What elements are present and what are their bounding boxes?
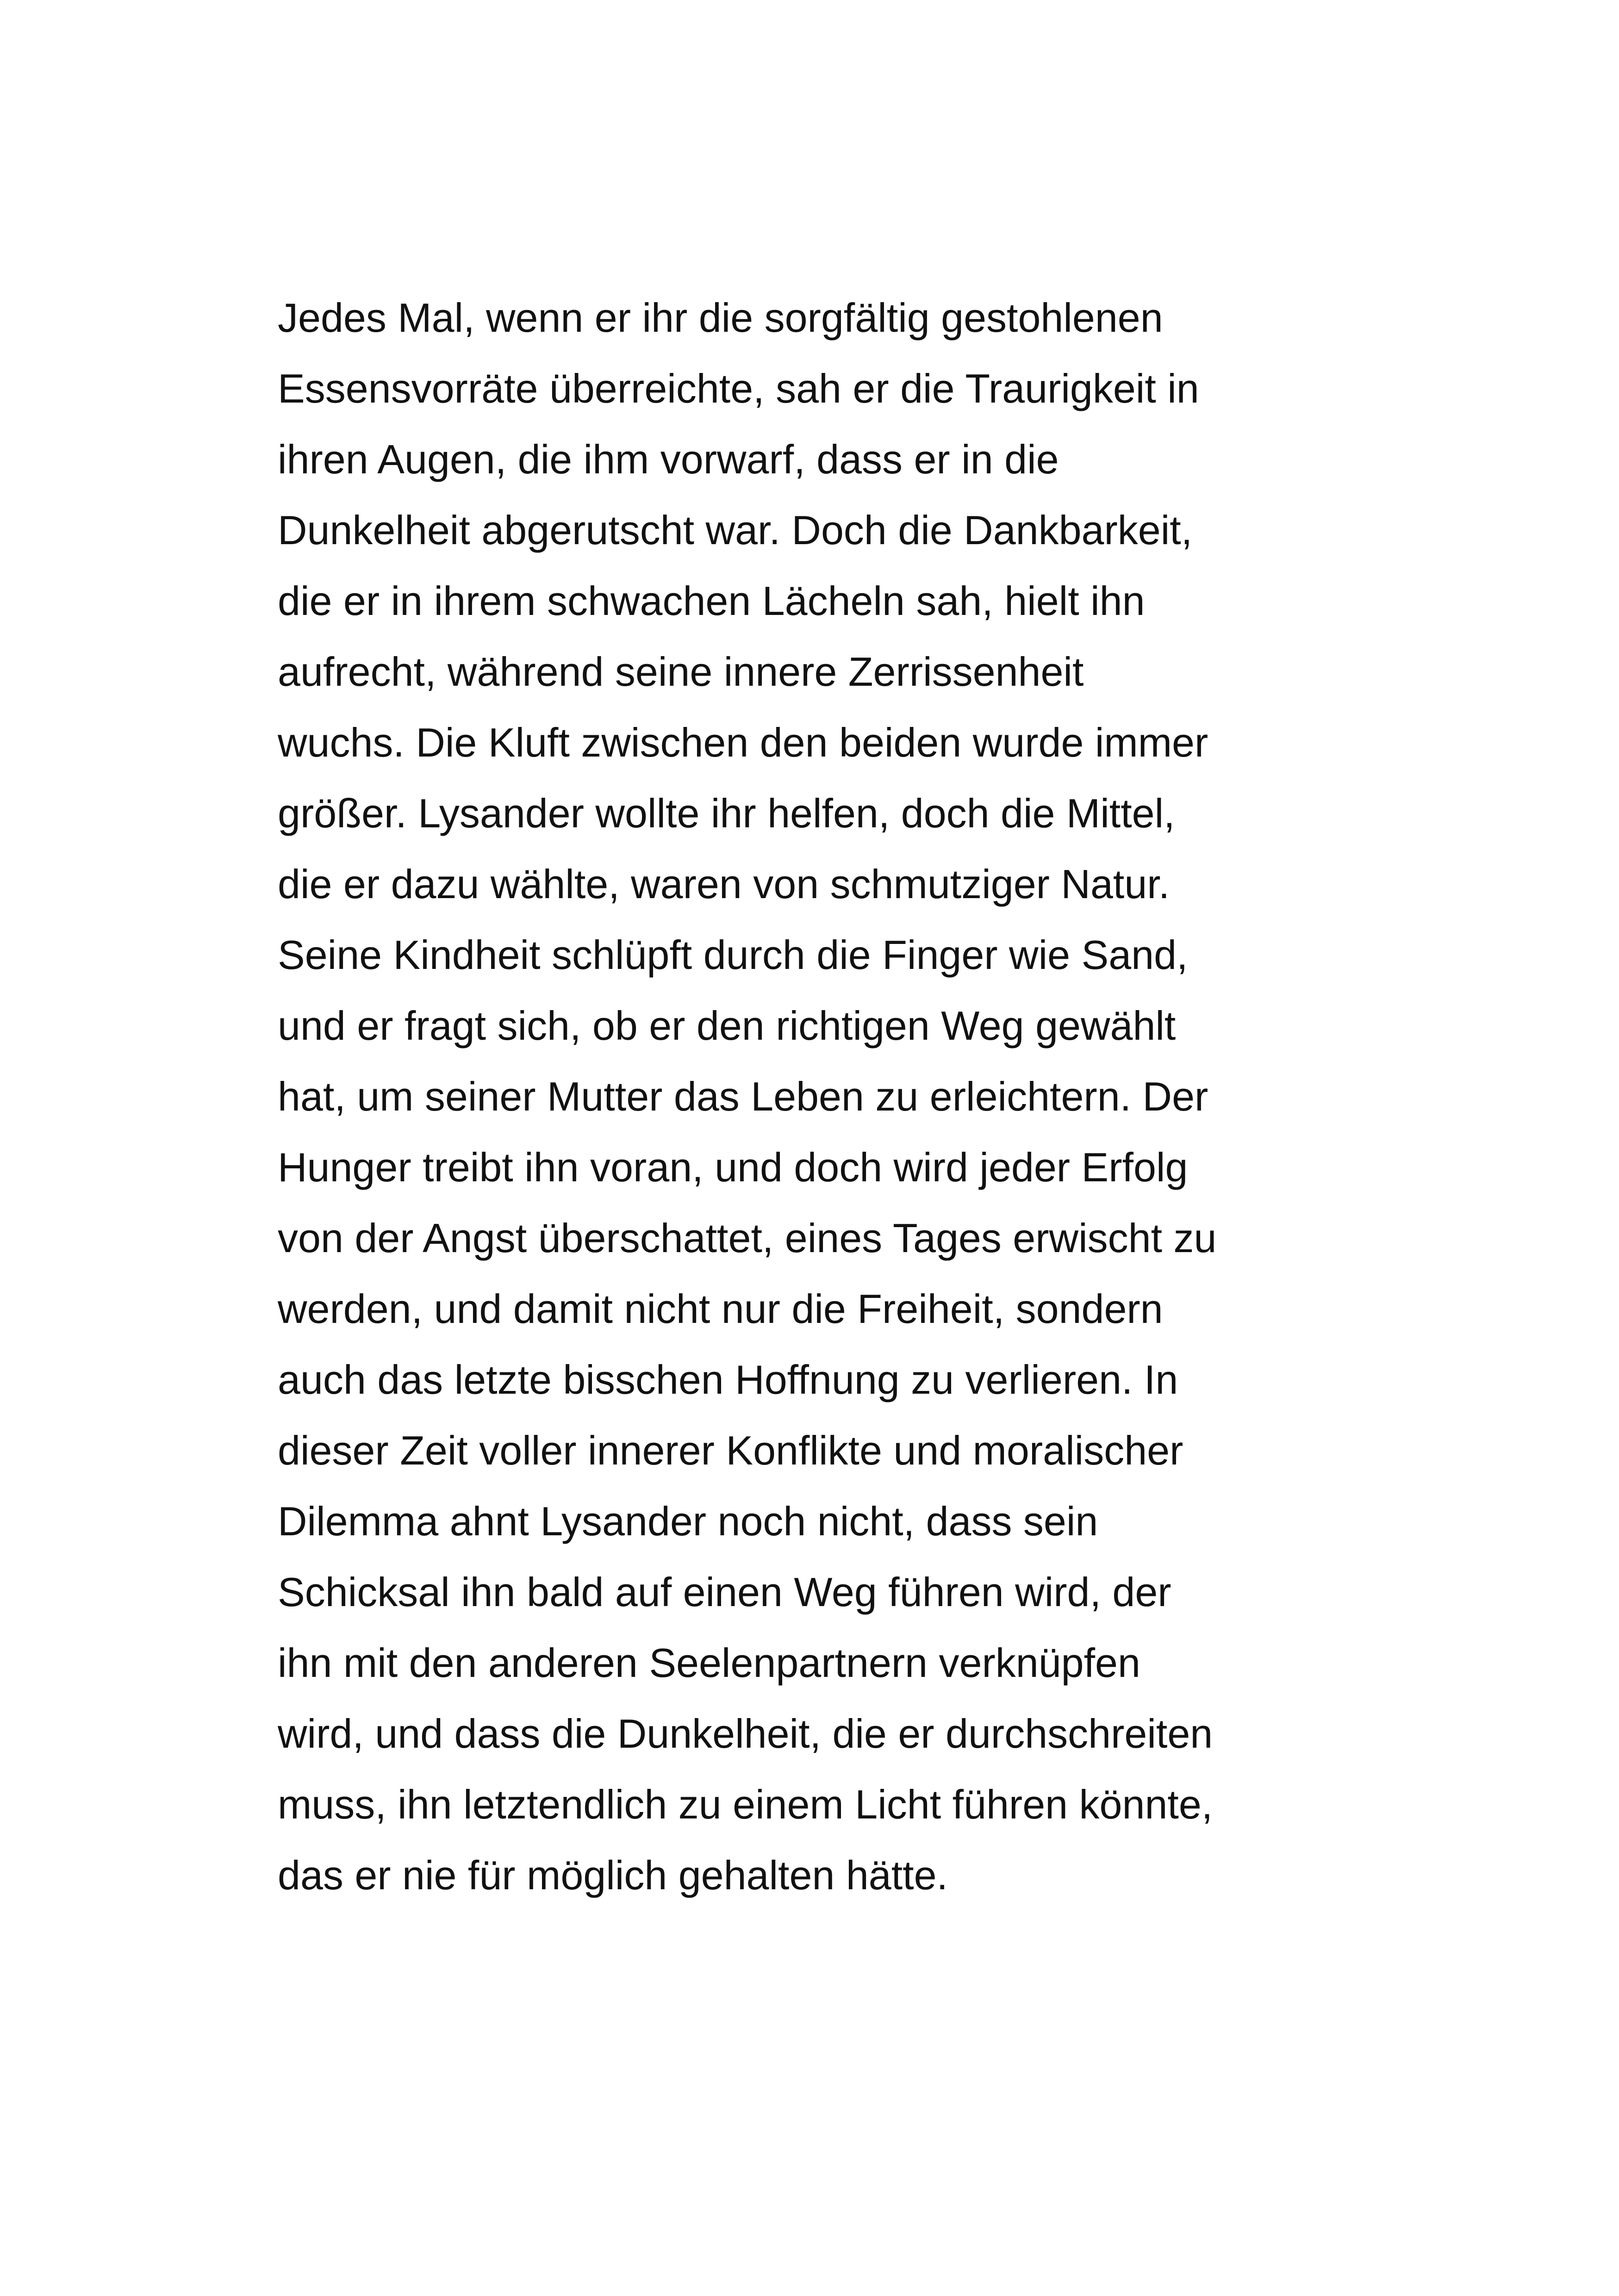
text-line: von der Angst überschattet, eines Tages erwischt zu xyxy=(278,1215,1217,1261)
text-line: Essensvorräte überreichte, sah er die Traurigkeit in xyxy=(278,366,1199,411)
text-line: muss, ihn letztendlich zu einem Licht führen könnte, xyxy=(278,1781,1213,1827)
text-line: Dilemma ahnt Lysander noch nicht, dass sein xyxy=(278,1498,1098,1544)
text-line: hat, um seiner Mutter das Leben zu erleichtern. Der xyxy=(278,1074,1208,1119)
text-line: ihren Augen, die ihm vorwarf, dass er in die xyxy=(278,436,1059,482)
text-line: Seine Kindheit schlüpft durch die Finger wie Sand, xyxy=(278,932,1188,978)
text-line: Schicksal ihn bald auf einen Weg führen wird, der xyxy=(278,1569,1171,1615)
text-line: das er nie für möglich gehalten hätte. xyxy=(278,1852,948,1898)
text-line: Jedes Mal, wenn er ihr die sorgfältig gestohlenen xyxy=(278,295,1163,341)
text-line: ihn mit den anderen Seelenpartnern verknüpfen xyxy=(278,1640,1140,1686)
text-line: auch das letzte bisschen Hoffnung zu verlieren. In xyxy=(278,1357,1178,1402)
text-line: wird, und dass die Dunkelheit, die er durchschreiten xyxy=(278,1711,1213,1756)
text-line: Dunkelheit abgerutscht war. Doch die Dankbarkeit, xyxy=(278,507,1193,553)
text-line: die er in ihrem schwachen Lächeln sah, hielt ihn xyxy=(278,578,1145,624)
text-line: dieser Zeit voller innerer Konflikte und moralischer xyxy=(278,1427,1183,1473)
text-line: werden, und damit nicht nur die Freiheit, sondern xyxy=(278,1286,1163,1332)
text-line: aufrecht, während seine innere Zerrissenheit xyxy=(278,649,1084,695)
body-paragraph xyxy=(278,282,1389,1911)
text-line: Hunger treibt ihn voran, und doch wird jeder Erfolg xyxy=(278,1144,1188,1190)
text-line: und er fragt sich, ob er den richtigen Weg gewählt xyxy=(278,1003,1176,1049)
text-line: größer. Lysander wollte ihr helfen, doch die Mittel, xyxy=(278,790,1175,836)
text-line: wuchs. Die Kluft zwischen den beiden wurde immer xyxy=(278,720,1208,765)
text-line: die er dazu wählte, waren von schmutziger Natur. xyxy=(278,861,1170,907)
